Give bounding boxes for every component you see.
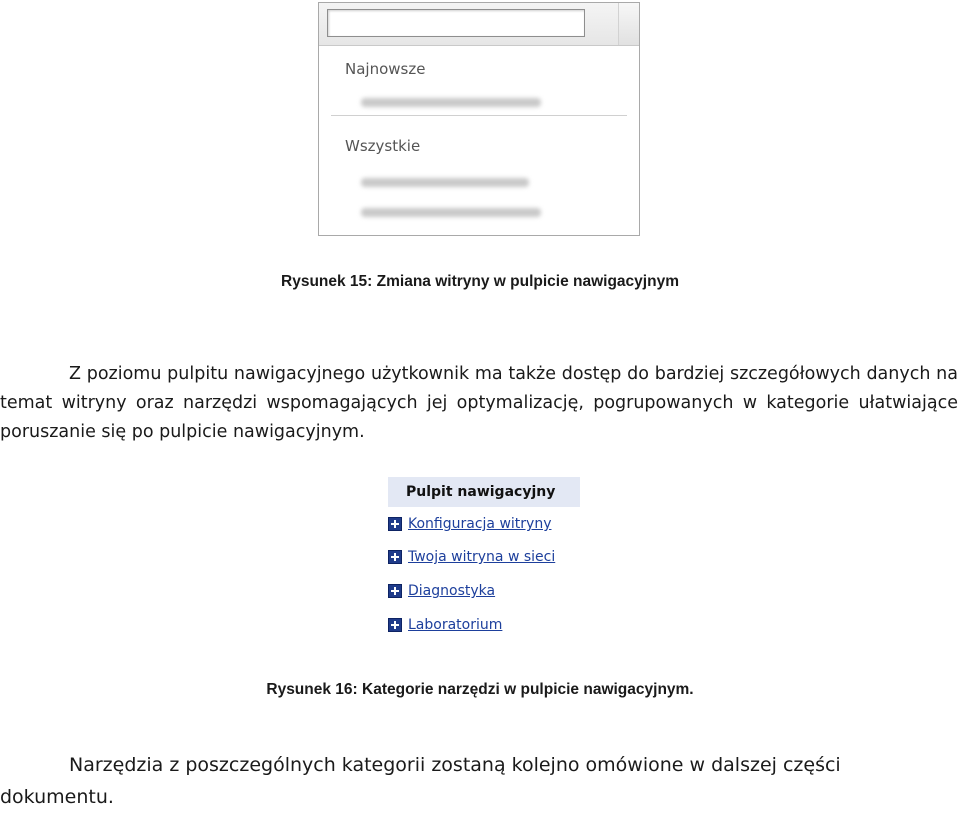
group-label-all: Wszystkie: [345, 137, 421, 155]
site-select-input[interactable]: [327, 9, 585, 37]
group-label-recent: Najnowsze: [345, 60, 426, 78]
dropdown-header: [319, 3, 639, 46]
nav-link-site-configuration[interactable]: Konfiguracja witryny: [408, 516, 552, 532]
dropdown-scrollbar[interactable]: [618, 3, 639, 45]
blurred-site-item[interactable]: [361, 208, 541, 217]
nav-item-site-configuration[interactable]: [388, 514, 551, 534]
plus-icon[interactable]: [388, 584, 402, 598]
plus-icon[interactable]: [388, 550, 402, 564]
nav-item-your-site-on-web[interactable]: [388, 547, 555, 567]
nav-link-labs[interactable]: Laboratorium: [408, 617, 503, 633]
body-paragraph-2: Narzędzia z poszczególnych kategorii zostaną kolejno omówione w dalszej części dokumentu.: [0, 754, 841, 808]
body-paragraph-1: Z poziomu pulpitu nawigacyjnego użytkownik ma także dostęp do bardziej szczegółowych danych na temat witryny oraz narzędzi wspomagających jej optymalizację, pogrupowanych w kategorie ułatwiające poruszanie się po pulpicie nawigacyjnym.: [0, 364, 958, 442]
nav-item-labs[interactable]: [388, 615, 502, 635]
plus-icon[interactable]: [388, 618, 402, 632]
blurred-site-item[interactable]: [361, 98, 541, 107]
site-switcher-dropdown[interactable]: [318, 2, 640, 236]
figure-15-caption: Rysunek 15: Zmiana witryny w pulpicie nawigacyjnym: [281, 273, 679, 290]
nav-panel-title: Pulpit nawigacyjny: [388, 477, 580, 507]
blurred-site-item[interactable]: [361, 178, 529, 187]
dashboard-nav-panel: [388, 477, 588, 633]
figure-16-caption: Rysunek 16: Kategorie narzędzi w pulpicie nawigacyjnym.: [266, 681, 694, 698]
nav-item-diagnostics[interactable]: [388, 581, 495, 601]
plus-icon[interactable]: [388, 517, 402, 531]
nav-link-diagnostics[interactable]: Diagnostyka: [408, 583, 496, 599]
group-divider: [331, 115, 627, 116]
nav-link-your-site-on-web[interactable]: Twoja witryna w sieci: [408, 549, 556, 565]
